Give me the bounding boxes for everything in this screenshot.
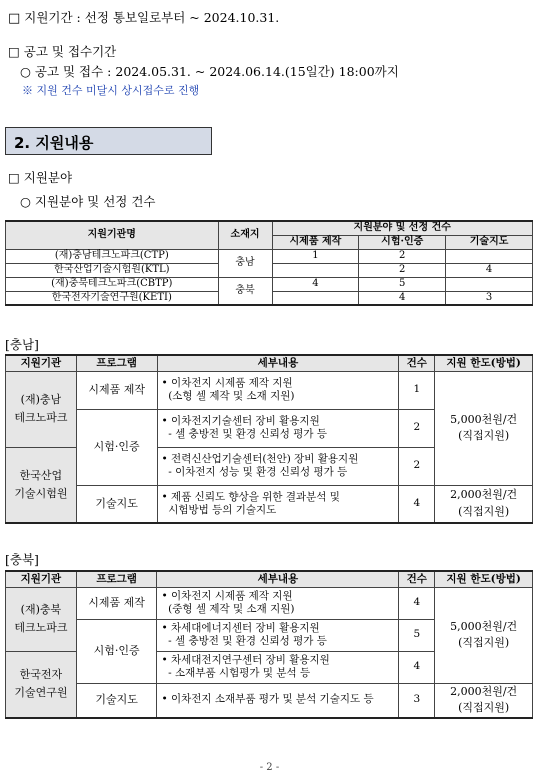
header-program: 프로그램	[76, 571, 157, 587]
chungnam-label: [충남]	[5, 337, 39, 352]
table-row	[6, 485, 533, 523]
detail: • 이차전지기술센터 장비 활용지원 - 셀 충방전 및 환경 신뢰성 평가 등	[157, 409, 399, 447]
program: 시제품 제작	[76, 587, 157, 619]
header-count: 건수	[399, 355, 435, 371]
org-name: (재)충남테크노파크(CTP)	[6, 249, 219, 263]
chungbuk-label: [충북]	[5, 552, 39, 567]
detail: • 이차전지 시제품 제작 지원 (중형 셀 제작 및 소재 지원)	[157, 587, 399, 619]
detail: • 제품 신뢰도 향상을 위한 결과분석 및 시험방법 등의 기술지도	[157, 485, 399, 523]
support-field-title: □ 지원분야	[8, 170, 73, 185]
detail: • 차세대전지연구센터 장비 활용지원 - 소재부품 시험평가 및 분석 등	[157, 651, 399, 683]
table-row	[6, 683, 533, 718]
org-name: (재)충북테크노파크(CBTP)	[6, 277, 219, 291]
header-field-group: 지원분야 및 선정 건수	[272, 221, 533, 235]
limit: 2,000천원/건 (직접지원)	[435, 485, 533, 523]
header-org: 지원기관명	[6, 221, 219, 249]
detail: • 차세대에너지센터 장비 활용지원 - 셀 충방전 및 환경 신뢰성 평가 등	[157, 619, 399, 651]
count: 3	[399, 683, 435, 718]
org-name: 한국산업기술시험원(KTL)	[6, 263, 219, 277]
square-bullet: □	[8, 11, 21, 26]
support-period-line	[8, 8, 279, 26]
program: 기술지도	[76, 683, 157, 718]
count: 4	[399, 587, 435, 619]
detail: • 전력신산업기술센터(천안) 장비 활용지원 - 이차전지 성능 및 환경 신뢰성 평가 등	[157, 447, 399, 485]
program: 시험·인증	[76, 619, 157, 683]
header-test: 시험·인증	[359, 235, 446, 249]
prototype-count	[272, 263, 359, 277]
support-period-text: 지원기간 : 선정 통보일로부터 ~ 2024.10.31.	[24, 10, 280, 25]
tech-count: 3	[446, 291, 533, 305]
prototype-count: 1	[272, 249, 359, 263]
test-count: 2	[359, 249, 446, 263]
org-name: 한국전자 기술연구원	[6, 651, 77, 718]
notice-period: ○ 공고 및 접수 : 2024.05.31. ~ 2024.06.14.(15일간) 18:00까지	[20, 64, 399, 79]
test-count: 4	[359, 291, 446, 305]
program: 시험·인증	[76, 409, 157, 485]
test-count: 5	[359, 277, 446, 291]
table-row	[6, 249, 533, 263]
section-heading	[5, 127, 212, 155]
org-name: 한국산업 기술시험원	[6, 447, 77, 523]
table-row	[6, 277, 533, 291]
prototype-count	[272, 291, 359, 305]
header-location: 소재지	[218, 221, 272, 249]
count: 4	[399, 651, 435, 683]
detail: • 이차전지 시제품 제작 지원 (소형 셀 제작 및 소재 지원)	[157, 371, 399, 409]
header-detail: 세부내용	[157, 571, 399, 587]
tech-count	[446, 277, 533, 291]
location: 충남	[218, 249, 272, 277]
org-name: 한국전자기술연구원(KETI)	[6, 291, 219, 305]
test-count: 2	[359, 263, 446, 277]
count: 5	[399, 619, 435, 651]
prototype-count: 4	[272, 277, 359, 291]
header-prototype: 시제품 제작	[272, 235, 359, 249]
section-title: 2. 지원내용	[14, 134, 94, 152]
detail: • 이차전지 소재부품 평가 및 분석 기술지도 등	[157, 683, 399, 718]
location: 충북	[218, 277, 272, 305]
org-name: (재)충북 테크노파크	[6, 587, 77, 651]
chungbuk-table	[5, 570, 533, 719]
count: 2	[399, 409, 435, 447]
tech-count	[446, 249, 533, 263]
limit: 2,000천원/건 (직접지원)	[435, 683, 533, 718]
program: 시제품 제작	[76, 371, 157, 409]
count: 1	[399, 371, 435, 409]
org-name: (재)충남 테크노파크	[6, 371, 77, 447]
support-field-subtitle: ○ 지원분야 및 선정 건수	[20, 194, 156, 209]
notice-note: ※ 지원 건수 미달시 상시접수로 진행	[22, 84, 200, 97]
summary-table	[5, 220, 533, 306]
count: 2	[399, 447, 435, 485]
table-row	[6, 587, 533, 619]
header-tech: 기술지도	[446, 235, 533, 249]
header-limit: 지원 한도(방법)	[435, 355, 533, 371]
limit: 5,000천원/건 (직접지원)	[435, 587, 533, 683]
header-org: 지원기관	[6, 355, 77, 371]
tech-count: 4	[446, 263, 533, 277]
page-number: - 2 -	[259, 762, 280, 773]
header-detail: 세부내용	[157, 355, 399, 371]
program: 기술지도	[76, 485, 157, 523]
header-program: 프로그램	[76, 355, 157, 371]
notice-title: □ 공고 및 접수기간	[8, 44, 117, 59]
table-row	[6, 371, 533, 409]
header-limit: 지원 한도(방법)	[435, 571, 533, 587]
chungnam-table	[5, 354, 533, 524]
header-org: 지원기관	[6, 571, 77, 587]
header-count: 건수	[399, 571, 435, 587]
count: 4	[399, 485, 435, 523]
limit: 5,000천원/건 (직접지원)	[435, 371, 533, 485]
